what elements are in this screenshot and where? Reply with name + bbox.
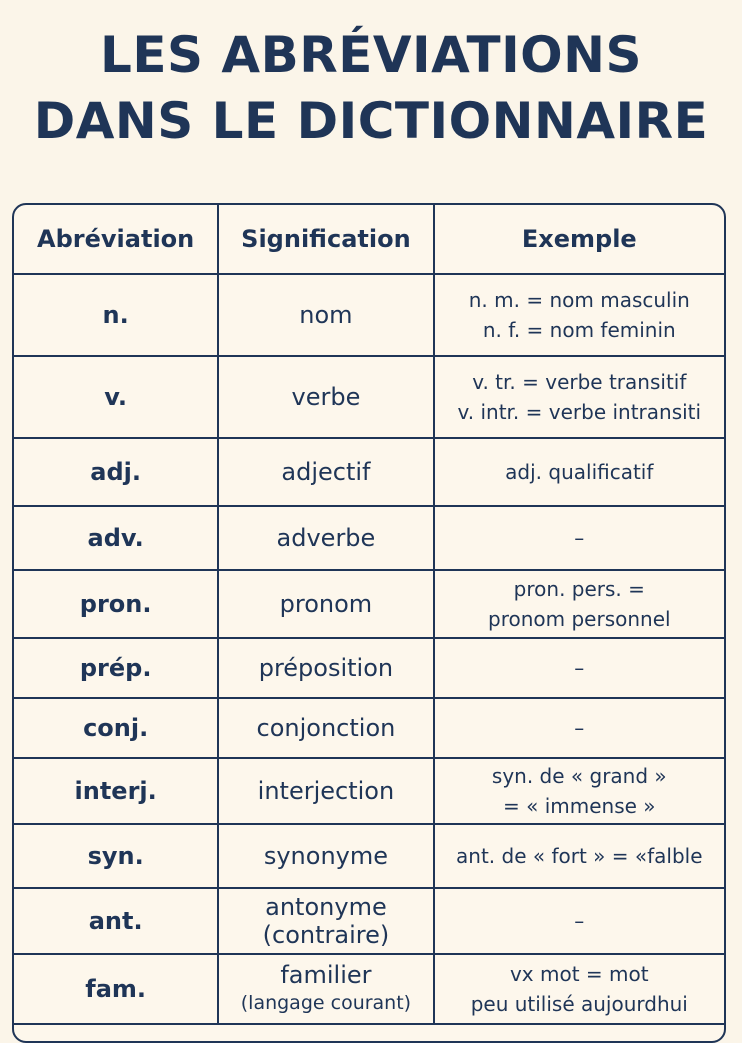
abbreviation-cell: syn.: [14, 824, 218, 888]
example-line: n. m. = nom masculin: [468, 288, 690, 312]
table-header-row: [14, 205, 724, 274]
table-row: [14, 638, 724, 698]
meaning-text: pronom: [279, 590, 373, 618]
meaning-text: verbe: [291, 383, 361, 411]
example-line: –: [574, 656, 585, 680]
example-line: vx mot = mot: [509, 962, 649, 986]
table-row: [14, 888, 724, 954]
table-row: [14, 356, 724, 438]
meaning-cell: [218, 438, 433, 506]
example-line: ant. de « fort » = «falble: [456, 844, 703, 868]
meaning-cell: [218, 570, 433, 638]
meaning-text: préposition: [258, 654, 394, 682]
abbreviation-cell: n.: [14, 274, 218, 356]
header-meaning: Signification: [218, 205, 433, 274]
example-line: peu utilisé aujourdhui: [470, 992, 688, 1016]
example-cell: [434, 506, 724, 570]
example-line: v. intr. = verbe intransiti: [457, 400, 702, 424]
table-row: [14, 438, 724, 506]
abbreviations-table-frame: [12, 203, 726, 1043]
example-line: –: [574, 716, 585, 740]
example-line: = « immense »: [503, 794, 656, 818]
example-line: –: [574, 526, 585, 550]
meaning-cell: [218, 758, 433, 824]
header-example: Exemple: [434, 205, 724, 274]
meaning-text: adjectif: [281, 458, 371, 486]
table-row: [14, 954, 724, 1024]
example-line: –: [574, 909, 585, 933]
meaning-text: antonyme: [265, 893, 387, 921]
meaning-text: synonyme: [263, 842, 389, 870]
example-line: pronom personnel: [488, 607, 671, 631]
table-row: [14, 570, 724, 638]
table-row: [14, 506, 724, 570]
title-line-1: LES ABRÉVIATIONS: [99, 26, 643, 84]
abbreviation-cell: conj.: [14, 698, 218, 758]
example-line: pron. pers. =: [513, 577, 645, 601]
table-row: [14, 758, 724, 824]
abbreviations-table: [14, 205, 724, 1025]
abbreviation-cell: adv.: [14, 506, 218, 570]
example-cell: [434, 888, 724, 954]
example-cell: [434, 570, 724, 638]
abbreviation-cell: v.: [14, 356, 218, 438]
example-cell: [434, 274, 724, 356]
abbreviation-cell: pron.: [14, 570, 218, 638]
example-cell: [434, 638, 724, 698]
meaning-cell: [218, 356, 433, 438]
example-line: n. f. = nom feminin: [482, 318, 676, 342]
meaning-cell: [218, 888, 433, 954]
example-cell: [434, 824, 724, 888]
example-cell: [434, 356, 724, 438]
abbreviation-cell: interj.: [14, 758, 218, 824]
example-cell: [434, 758, 724, 824]
page-title: [0, 22, 742, 154]
meaning-cell: [218, 274, 433, 356]
example-line: adj. qualificatif: [505, 460, 654, 484]
meaning-text: adverbe: [276, 524, 376, 552]
abbreviation-cell: fam.: [14, 954, 218, 1024]
meaning-note: (contraire): [262, 921, 390, 949]
abbreviation-cell: prép.: [14, 638, 218, 698]
abbreviation-cell: adj.: [14, 438, 218, 506]
table-row: [14, 698, 724, 758]
meaning-text: interjection: [257, 777, 395, 805]
meaning-note: (langage courant): [240, 992, 412, 1014]
meaning-text: conjonction: [256, 714, 396, 742]
table-row: [14, 274, 724, 356]
abbreviation-cell: ant.: [14, 888, 218, 954]
meaning-cell: [218, 638, 433, 698]
meaning-cell: [218, 954, 433, 1024]
example-cell: [434, 698, 724, 758]
header-abbreviation: Abréviation: [14, 205, 218, 274]
meaning-cell: [218, 506, 433, 570]
meaning-cell: [218, 698, 433, 758]
meaning-text: nom: [299, 301, 353, 329]
example-line: syn. de « grand »: [491, 764, 667, 788]
example-cell: [434, 954, 724, 1024]
title-line-2: DANS LE DICTIONNAIRE: [33, 92, 709, 150]
example-cell: [434, 438, 724, 506]
example-line: v. tr. = verbe transitif: [472, 370, 687, 394]
meaning-cell: [218, 824, 433, 888]
table-row: [14, 824, 724, 888]
meaning-text: familier: [280, 961, 372, 989]
